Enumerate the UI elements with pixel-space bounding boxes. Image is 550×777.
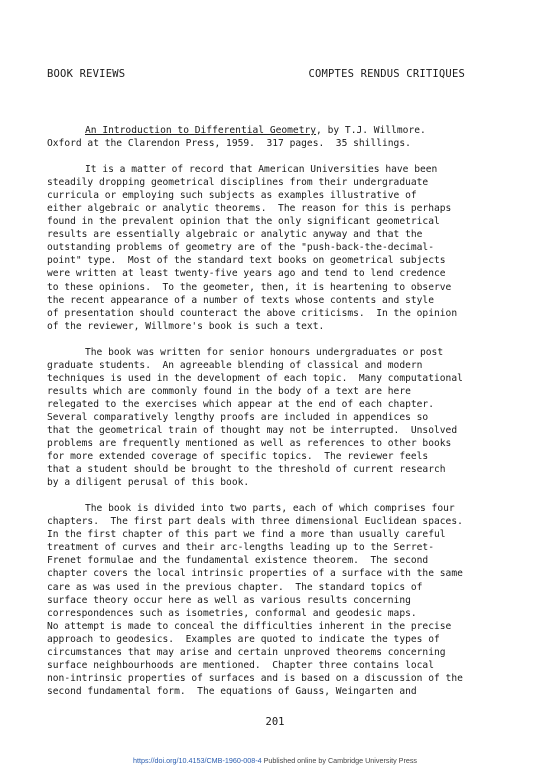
text-line: treatment of curves and their arc-lengths leading up to the Serret-	[47, 542, 434, 554]
text-line: care as was used in the previous chapter. The standard topics of	[47, 581, 423, 593]
paragraph-2	[47, 346, 475, 490]
page-number: 201	[265, 716, 285, 728]
text-line: surface theory occur here as well as various results concerning	[47, 594, 411, 606]
text-line: curricula or employing such subjects as examples illustrative of	[47, 190, 417, 202]
text-line: chapters. The first part deals with three dimensional Euclidean spaces.	[47, 516, 463, 528]
text-line: either algebraic or analytic theorems. The reason for this is perhaps	[47, 203, 452, 215]
text-line: the recent appearance of a number of texts whose contents and style	[47, 294, 434, 306]
footer-published-text: Published online by Cambridge University Press	[261, 756, 418, 765]
book-title: An Introduction to Differential Geometry	[85, 125, 317, 136]
paragraph-1	[47, 163, 475, 333]
text-line: of presentation should counteract the above criticisms. In the opinion	[47, 307, 458, 319]
text-line: non-intrinsic properties of surfaces and is based on a discussion of the	[47, 672, 463, 684]
text-line: results are essentially algebraic or analytic anyway and that the	[47, 229, 423, 241]
text-line: circumstances that may arise and certain unproved theorems concerning	[47, 646, 446, 658]
text-line: chapter covers the local intrinsic properties of a surface with the same	[47, 568, 463, 580]
text-line: problems are frequently mentioned as well as references to other books	[47, 438, 452, 450]
text-line: correspondences such as isometries, conformal and geodesic maps.	[47, 607, 417, 619]
text-line: were written at least twenty-five years ago and tend to lend credence	[47, 268, 446, 280]
text-line: point" type. Most of the standard text books on geometrical subjects	[47, 255, 446, 267]
text-line: Several comparatively lengthy proofs are included in appendices so	[47, 411, 429, 423]
text-line: No attempt is made to conceal the difficulties inherent in the precise	[47, 620, 452, 632]
text-line: of the reviewer, Willmore's book is such a text.	[47, 320, 325, 332]
book-author: , by T.J. Willmore.	[316, 125, 426, 136]
text-line: found in the prevalent opinion that the only significant geometrical	[47, 216, 440, 228]
text-line: surface neighbourhoods are mentioned. Chapter three contains local	[47, 659, 434, 671]
text-line: techniques is used in the development of each topic. Many computational	[47, 372, 463, 384]
review-body	[47, 124, 475, 698]
text-line: second fundamental form. The equations of Gauss, Weingarten and	[47, 685, 417, 697]
citation-publisher: Oxford at the Clarendon Press, 1959. 317 pages. 35 shillings.	[47, 138, 411, 150]
text-line: The book was written for senior honours undergraduates or post	[85, 346, 444, 358]
text-line: by a diligent perusal of this book.	[47, 477, 250, 489]
text-line: for more extended coverage of specific topics. The reviewer feels	[47, 451, 429, 463]
text-line: It is a matter of record that American Universities have been	[85, 164, 438, 176]
text-line: that a student should be brought to the threshold of current research	[47, 464, 446, 476]
header-left: BOOK REVIEWS	[47, 68, 126, 80]
text-line: results which are commonly found in the body of a text are here	[47, 385, 411, 397]
text-line: relegated to the exercises which appear at the end of each chapter.	[47, 398, 434, 410]
text-line: to these opinions. To the geometer, then, it is heartening to observe	[47, 281, 452, 293]
doi-link[interactable]: https://doi.org/10.4153/CMB-1960-008-4	[132, 756, 262, 765]
header-right: COMPTES RENDUS CRITIQUES	[308, 68, 465, 80]
text-line: graduate students. An agreeable blending of classical and modern	[47, 359, 423, 371]
text-line: outstanding problems of geometry are of the "push-back-the-decimal-	[47, 242, 434, 254]
footer-line	[0, 756, 550, 765]
citation-title-line	[47, 124, 475, 137]
text-line: approach to geodesics. Examples are quoted to indicate the types of	[47, 633, 440, 645]
text-line: that the geometrical train of thought may not be interrupted. Unsolved	[47, 424, 458, 436]
text-line: Frenet formulae and the fundamental existence theorem. The second	[47, 555, 429, 567]
text-line: In the first chapter of this part we find a more than usually careful	[47, 529, 446, 541]
text-line: The book is divided into two parts, each of which comprises four	[85, 503, 455, 515]
text-line: steadily dropping geometrical disciplines from their undergraduate	[47, 177, 429, 189]
paragraph-3	[47, 502, 475, 698]
